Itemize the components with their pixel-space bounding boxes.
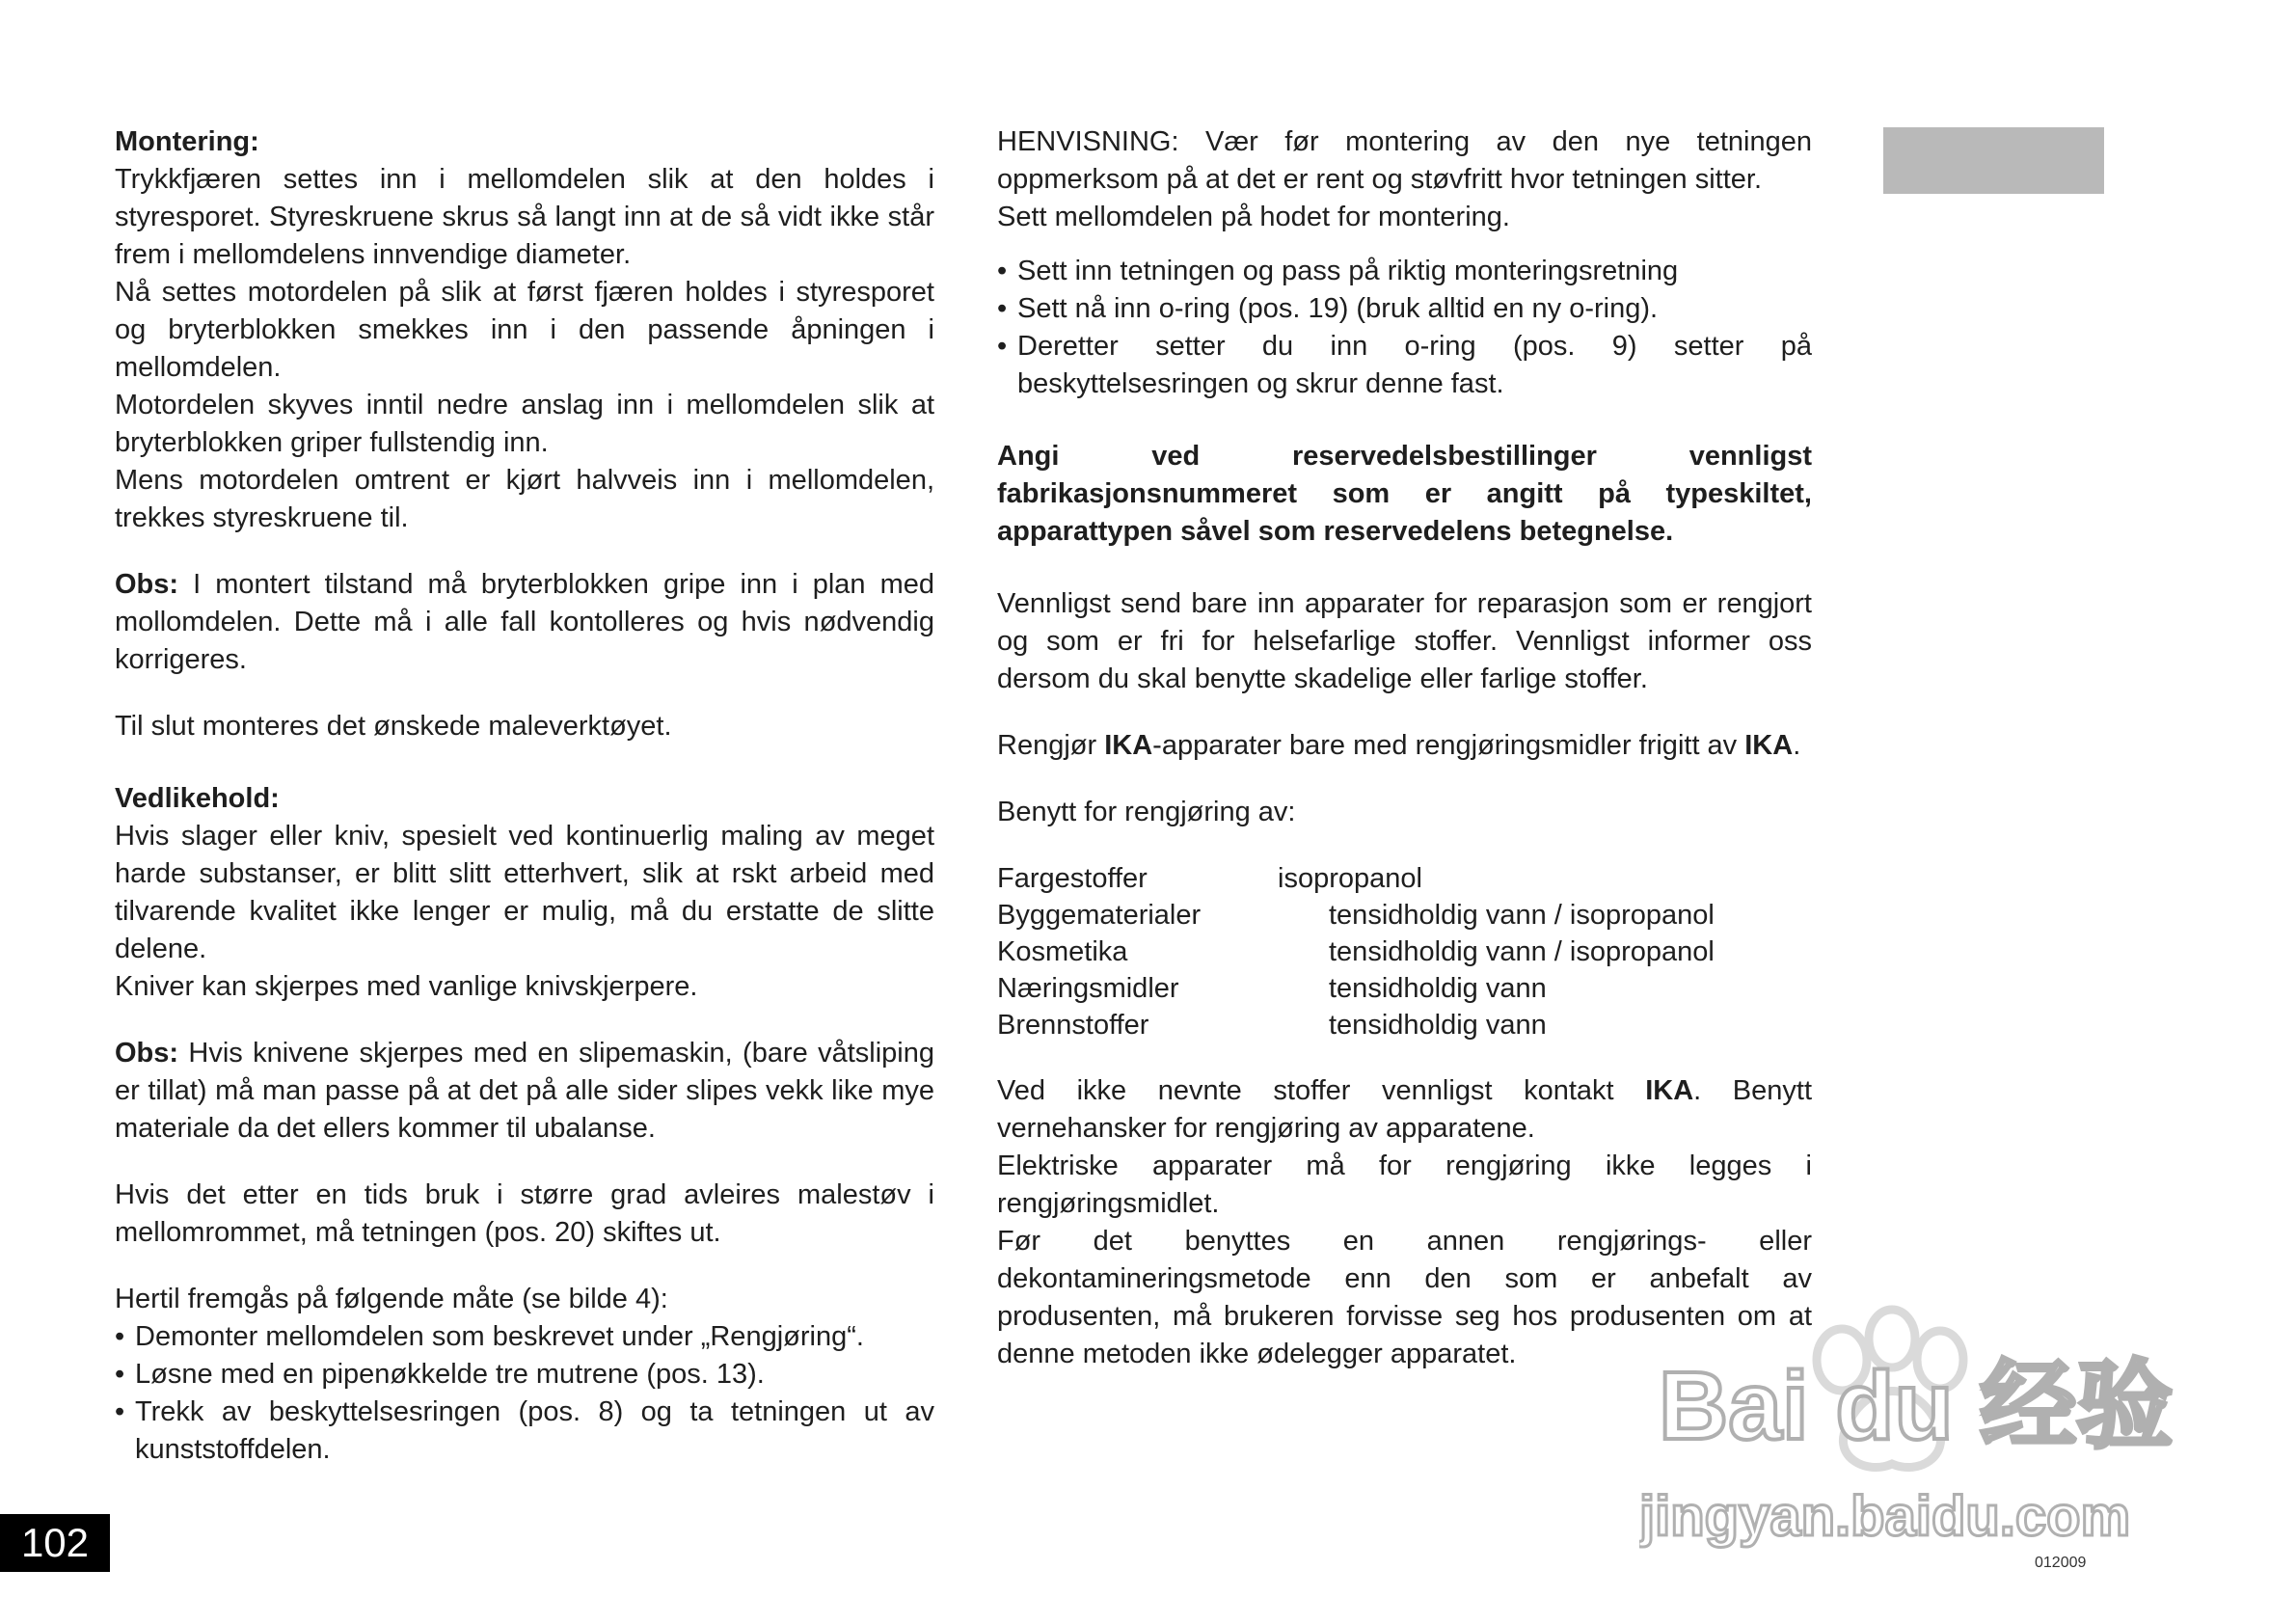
procedure-intro: Hertil fremgås på følgende måte (se bilde 4):: [115, 1284, 668, 1314]
contact-paragraph: [997, 1072, 1812, 1148]
left-column: [115, 123, 934, 1469]
section-tab: [1883, 127, 2104, 194]
watermark-brand: Bai du 经验: [1659, 1352, 2174, 1460]
agent-cell: isopropanol: [1278, 863, 1422, 894]
mounting-paragraph-4: Mens motordelen omtrent er kjørt halvveis inn i mellomdelen, trekkes styreskruene til.: [115, 465, 934, 533]
agent-cell: tensidholdig vann / isopropanol: [1329, 900, 1715, 931]
table-row: [997, 934, 1715, 970]
dust-paragraph: Hvis det etter en tids bruk i større grad avleires malestøv i mellomrommet, må tetningen (pos. 20) skiftes ut.: [115, 1179, 934, 1248]
spare-parts-notice: Angi ved reservedelsbestillinger vennligst fabrikasjonsnummeret som er angitt på typeskiltet, apparattypen såvel som reservedelens betegnelse.: [997, 441, 1812, 547]
obs-note-1: [115, 566, 934, 679]
note-paragraph: HENVISNING: Vær før montering av den nye tetningen oppmerksom på at det er rent og støvfritt hvor tetningen sitter.: [997, 126, 1812, 195]
agent-cell: tensidholdig vann: [1329, 1010, 1547, 1041]
electric-paragraph: Elektriske apparater må for rengjøring ikke legges i rengjøringsmidlet.: [997, 1150, 1812, 1219]
ika-brand: IKA: [1744, 730, 1794, 761]
page-number: 102: [0, 1514, 110, 1572]
substance-cell: Fargestoffer: [997, 863, 1148, 894]
table-row: [997, 970, 1715, 1007]
substance-cell: Kosmetika: [997, 936, 1128, 967]
list-item: • Deretter setter du inn o-ring (pos. 9) setter på beskyttelsesringen og skrur denne fast.: [997, 328, 1812, 403]
obs-text: I montert tilstand må bryterblokken gripe inn i plan med mollomdelen. Dette må i alle fall kontolleres og hvis nødvendig korrigeres.: [115, 569, 934, 675]
maintenance-heading: Vedlikehold:: [115, 783, 280, 814]
table-row: [997, 860, 1715, 897]
agent-cell: tensidholdig vann: [1329, 973, 1547, 1004]
watermark-url: jingyan.baidu.com: [1639, 1485, 2131, 1548]
list-item: • Sett inn tetningen og pass på riktig monteringsretning: [997, 253, 1812, 290]
mounting-paragraph-2: Nå settes motordelen på slik at først fjæren holdes i styresporet og bryterblokken smekkes inn i den passende åpningen i mellomdelen.: [115, 277, 934, 383]
maintenance-paragraph-2: Kniver kan skjerpes med vanlige knivskjerpere.: [115, 971, 698, 1002]
repair-paragraph: Vennligst send bare inn apparater for reparasjon som er rengjort og som er fri for helsefarlige stoffer. Vennligst informer oss dersom du skal benytte skadelige eller farlige stoffer.: [997, 588, 1812, 694]
obs-label: Obs:: [115, 569, 179, 600]
procedure-steps: [115, 1318, 934, 1469]
document-code: 012009: [2035, 1555, 2087, 1571]
table-row: [997, 897, 1715, 934]
list-item: • Sett nå inn o-ring (pos. 19) (bruk alltid en ny o-ring).: [997, 290, 1812, 328]
text-span: . Benytt vernehansker for rengjøring av apparatene.: [997, 1075, 1812, 1144]
substance-cell: Byggematerialer: [997, 900, 1202, 931]
use-for-label: Benytt for rengjøring av:: [997, 797, 1296, 827]
list-item: • Trekk av beskyttelsesringen (pos. 8) og ta tetningen ut av kunststoffdelen.: [115, 1394, 934, 1469]
text-span: -apparater bare med rengjøringsmidler frigitt av: [1152, 730, 1745, 761]
text-span: .: [1793, 730, 1801, 761]
list-item: • Løsne med en pipenøkkelde tre mutrene (pos. 13).: [115, 1356, 934, 1394]
substance-cell: Brennstoffer: [997, 1010, 1149, 1041]
obs-note-2: [115, 1035, 934, 1148]
baidu-watermark: [1639, 1283, 2199, 1553]
mounting-heading: Montering:: [115, 126, 259, 157]
obs-text: Hvis knivene skjerpes med en slipemaskin, (bare våtsliping er tillat) må man passe på at det på alle sider slipes vekk like mye materiale da det ellers kommer til ubalanse.: [115, 1038, 934, 1144]
text-span: Rengjør: [997, 730, 1105, 761]
substance-cell: Næringsmidler: [997, 973, 1179, 1004]
other-method-paragraph: Før det benyttes en annen rengjørings- eller dekontamineringsmetode enn den som er anbefalt av produsenten, må brukeren forvisse seg hos produsenten om at denne metoden ikke ødelegger apparatet.: [997, 1226, 1812, 1369]
text-span: Ved ikke nevnte stoffer vennligst kontakt: [997, 1075, 1646, 1106]
mounting-paragraph-1: Trykkfjæren settes inn i mellomdelen slik at den holdes i styresporet. Styreskruene skrus så langt inn at de så vidt ikke står frem i mellomdelens innvendige diameter.: [115, 164, 934, 270]
final-mount-text: Til slut monteres det ønskede maleverktøyet.: [115, 711, 672, 742]
ika-brand: IKA: [1104, 730, 1153, 761]
maintenance-paragraph-1: Hvis slager eller kniv, spesielt ved kontinuerlig maling av meget harde substanser, er blitt slitt etterhvert, slik at rskt arbeid med tilvarende kvalitet ikke lenger er mulig, må du erstatte de slitte delene.: [115, 821, 934, 964]
table-row: [997, 1007, 1715, 1043]
mounting-paragraph-3: Motordelen skyves inntil nedre anslag inn i mellomdelen slik at bryterblokken griper fullstendig inn.: [115, 390, 934, 458]
obs-label: Obs:: [115, 1038, 179, 1069]
cleaning-agents-paragraph: [997, 727, 1812, 765]
agent-cell: tensidholdig vann / isopropanol: [1329, 936, 1715, 967]
list-item: • Demonter mellomdelen som beskrevet under „Rengjøring“.: [115, 1318, 934, 1356]
note-paragraph-2: Sett mellomdelen på hodet for montering.: [997, 202, 1510, 232]
ika-brand: IKA: [1645, 1075, 1694, 1106]
right-column: [997, 123, 1812, 1373]
cleaning-table: [997, 860, 1715, 1043]
seal-steps: [997, 253, 1812, 403]
